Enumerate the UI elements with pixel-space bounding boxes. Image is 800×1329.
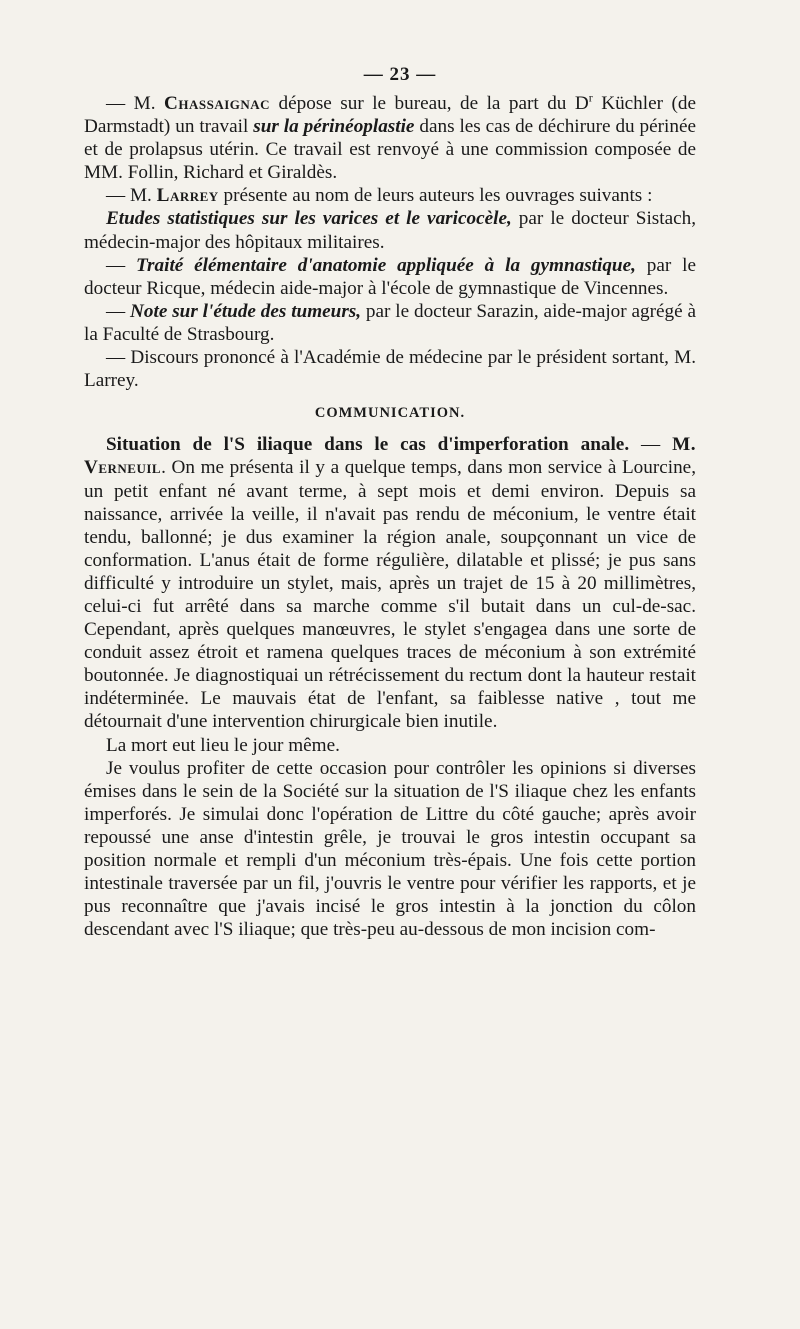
paragraph-text: présente au nom de leurs auteurs les ouvrages suivants : xyxy=(218,185,653,207)
author-name: Chassaignac xyxy=(164,93,271,114)
author-prefix: M. xyxy=(672,434,697,456)
paragraph-text: par le docteur Ricque, médecin aide-major à l'école de gymnastique de Vincennes. xyxy=(84,254,696,299)
communication-title: Situation de l'S iliaque dans le cas d'imperforation anale. xyxy=(106,434,630,456)
paragraph-text: Je voulus profiter de cette occasion pour contrôler les opinions si diverses émises dans le sein de la Société sur la situation de l'S iliaque chez les enfants imperforés. Je simulai donc l'opération de Littre du côté gauche; après avoir repoussé une anse d'intestin grêle, je trouvai le gros intestin occupant sa position normale et rempli d'un méconium très-épais. Une fois cette portion intestinale traversée par un fil, j'ouvris le ventre pour vérifier les rapports, et je pus reconnaître que j'avais incisé le gros intestin à la jonction du côlon descendant avec l'S iliaque; que très-peu au-dessous de mon incision com- xyxy=(84,757,696,941)
page-number: — 23 — xyxy=(363,64,437,85)
paragraph-sistach xyxy=(84,207,696,253)
paragraph-littre xyxy=(84,757,696,942)
paragraph-chassaignac xyxy=(84,92,696,184)
superscript: r xyxy=(588,90,593,105)
dash-lead: — xyxy=(106,300,131,322)
paragraph-text: par le docteur Sistach, médecin-major des hôpitaux militaires. xyxy=(84,208,697,253)
paragraph-verneuil xyxy=(84,433,696,733)
paragraph-text: La mort eut lieu le jour même. xyxy=(106,734,340,756)
paragraph-text: dans les cas de déchirure du périnée et de prolapsus utérin. Ce travail est renvoyé à une commission composée de MM. Follin, Richard et Giraldès. xyxy=(84,116,696,184)
work-title: Traité élémentaire d'anatomie appliquée à la gymnastique, xyxy=(136,254,636,276)
paragraph-sarazin xyxy=(84,300,696,346)
paragraph-discours xyxy=(84,346,696,392)
work-title: sur la périnéoplastie xyxy=(253,116,415,138)
paragraph-mort xyxy=(84,734,696,757)
dash-lead: — M. xyxy=(106,185,157,207)
author-name: Larrey xyxy=(156,185,219,207)
paragraph-ricque xyxy=(84,254,696,300)
dash-lead: — xyxy=(106,254,137,276)
paragraph-text: dépose sur le bureau, de la part du D xyxy=(270,93,589,114)
paragraph-larrey xyxy=(84,184,696,207)
body-text xyxy=(84,92,696,941)
paragraph-text: Küchler (de Darmstadt) un travail xyxy=(84,93,696,138)
paragraph-text: par le docteur Sarazin, aide-major agrégé à la Faculté de Strasbourg. xyxy=(84,300,696,345)
author-name: Verneuil xyxy=(84,457,162,479)
work-title: Etudes statistiques sur les varices et le varicocèle, xyxy=(106,208,512,230)
work-title: Note sur l'étude des tumeurs, xyxy=(130,300,362,322)
section-heading: COMMUNICATION. xyxy=(314,405,466,422)
paragraph-text: — Discours prononcé à l'Académie de médecine par le président sortant, M. Larrey. xyxy=(84,347,696,392)
dash-lead: — M. xyxy=(106,93,164,114)
paragraph-text: . On me présenta il y a quelque temps, dans mon service à Lourcine, un petit enfant né avant terme, à sept mois et demi environ. Depuis sa naissance, arrivée la veille, il n'avait pas rendu de méconium, le ventre était tendu, ballonné; je dus examiner la région anale, soupçonnant un vice de conformation. L'anus était de forme régulière, dilatable et plissé; je pus sans difficulté y introduire un stylet, mais, après un trajet de 15 à 20 millimètres, celui-ci fut arrêté dans sa marche comme s'il butait dans un cul-de-sac. Cependant, après quelques manœuvres, le stylet s'engagea dans une sorte de conduit assez étroit et ramena quelques traces de méconium à son extrémité boutonnée. Je diagnostiquai un rétrécissement du rectum dont la hauteur restait indéterminée. Le mauvais état de l'enfant, sa faiblesse native , tout me détournait d'une intervention chirurgicale bien inutile. xyxy=(84,457,696,733)
dash: — xyxy=(629,434,673,456)
